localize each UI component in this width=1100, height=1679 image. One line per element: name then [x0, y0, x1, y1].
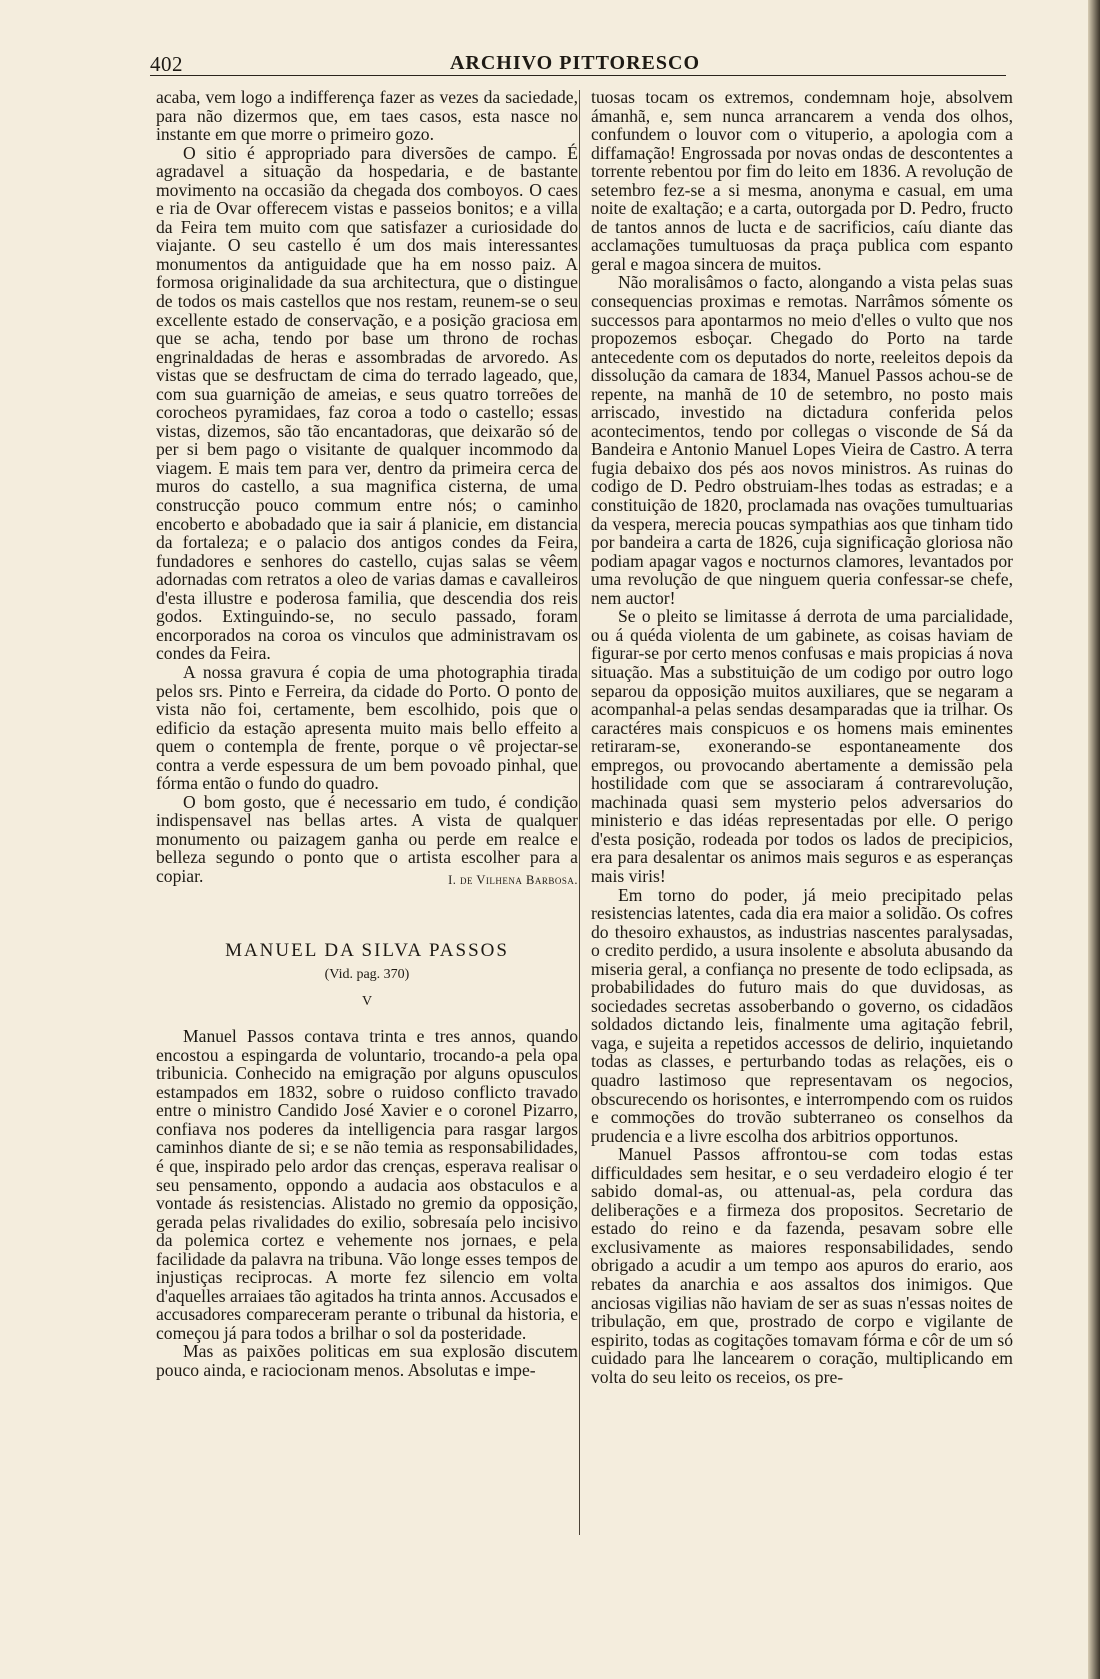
- paragraph: Manuel Passos affrontou-se com todas estas difficuldades sem hesitar, e o seu verdadeiro elogio é ter sabido domal-as, ou attenual-as, pela cordura das deliberações e a firmeza dos propositos. Secretario de estado do reino e da fazenda, pesavam sobre elle exclusivamente as maiores responsabilidades, sendo obrigado a acudir a um tempo aos apuros do erario, aos rebates da anarchia e aos assaltos dos inimigos. Que anciosas vigilias não haviam de ser as suas n'essas noites de tribulação, em que, prostrado de corpo e vigilante de espirito, todas as cogitações tomavam fórma e côr de um só cuidado para lhe lancearem o coração, multiplicando em volta do seu leito os receios, os pre-: [591, 1144, 1013, 1387]
- paragraph: O sitio é appropriado para diversões de campo. É agradavel a situação da hospedaria, e de bastante movimento na occasião da chegada dos comboyos. O caes e ria de Ovar offerecem vistas e passeios bonitos; e a villa da Feira tem muito com que satisfazer a curiosidade do viajante. O seu castello é um dos mais interessantes monumentos da antiguidade que ha em nosso paiz. A formosa originalidade da sua architectura, que o distingue de todos os mais castellos que nos restam, reunem-se o seu excellente estado de conservação, e a posição graciosa em que se acha, tendo por base um throno de rochas engrinaldadas de heras e assombradas de arvoredo. As vistas que se desfructam de cima do terrado lageado, que, com sua guarnição de ameias, e seus quatro torreões de corocheos pyramidaes, faz coroa a todo o castello; essas vistas, dizemos, são tão encantadoras, que deixarão só de per si bem pago o visitante de qualquer incommodo da viagem. E mais tem para ver, dentro da primeira cerca de muros do castello, a sua magnifica cisterna, de uma construcção pouco commum entre nós; o caminho encoberto e abobadado que ia sair á planicie, em distancia da fortaleza; e o palacio dos antigos condes da Feira, fundadores e senhores do castello, cujas salas se vêem adornadas com retratos a oleo de varias damas e cavalleiros d'esta illustre e poderosa familia, que descendia dos reis godos. Extinguindo-se, no seculo passado, foram encorporados na coroa os vinculos que administravam os condes da Feira.: [156, 142, 578, 664]
- paragraph: tuosas tocam os extremos, condemnam hoje, absolvem ámanhã, e, sem nunca arrancarem a venda dos olhos, confundem o louvor com o vituperio, a apologia com a diffamação! Engrossada por novas ondas de descontentes a torrente rebentou por fim do leito em 1836. A revolução de setembro fez-se a si mesma, anonyma e casual, em uma noite de exaltação; e a carta, outorgada por D. Pedro, fructo de tantos annos de lucta e de sacrificios, caíu diante das acclamações tumultuosas da praça publica com espanto geral e magoa sincera de muitos.: [591, 87, 1013, 274]
- article-title: MANUEL DA SILVA PASSOS: [225, 939, 509, 961]
- paragraph-text: O bom gosto, que é necessario em tudo, é condição indispensavel nas bellas artes. A vista de qualquer monumento ou paizagem ganha ou perde em realce e belleza segundo o ponto que o artista escolher para a copiar.: [156, 791, 578, 886]
- paragraph: Não moralisâmos o facto, alongando a vista pelas suas consequencias proximas e remotas. Narrâmos sómente os successos para apontarmos no meio d'elles o vulto que nos propozemos esboçar. Chegado do Porto na tarde antecedente com os deputados do norte, reeleitos depois da dissolução da camara de 1834, Manuel Passos achou-se de repente, na manhã de 10 de setembro, no posto mais arriscado, investido na dictadura conferida pelos acontecimentos, tendo por collegas o visconde de Sá da Bandeira e Antonio Manuel Lopes Vieira de Castro. A terra fugia debaixo dos pés aos novos ministros. As ruinas do codigo de D. Pedro obstruiam-lhes todas as estradas; e a constituição de 1820, proclamada nas ovações tumultuarias da vespera, merecia poucas sympathias aos que tinham tido por bandeira a carta de 1826, cuja significação gloriosa não podiam apagar vagos e nocturnos clamores, levantados por uma revolução de que ninguem queria confessar-se chefe, nem auctor!: [591, 272, 1013, 608]
- page-edge-shadow: [1088, 0, 1100, 1679]
- paragraph: acaba, vem logo a indifferença fazer as vezes da saciedade, para não dizermos que, em taes casos, esta nasce no instante em que morre o primeiro gozo.: [156, 87, 578, 145]
- paragraph: A nossa gravura é copia de uma photographia tirada pelos srs. Pinto e Ferreira, da cidade do Porto. O ponto de vista não foi, certamente, bem escolhido, pois que o edificio da estação apresenta muito mais bello effeito a quem o contempla de frente, porque o vê projectar-se contra a verde espessura de um bem povoado pinhal, que fórma então o fundo do quadro.: [156, 661, 578, 794]
- paragraph: Se o pleito se limitasse á derrota de uma parcialidade, ou á quéda violenta de um gabinete, as coisas haviam de figurar-se por certo menos confusas e mais propicias á nova situação. Mas a substituição de um codigo por outro logo separou da opposição muitos auxiliares, que se negaram a acompanhal-a pelas sendas desamparadas que ia trilhar. Os caractéres mais conspicuos e os homens mais eminentes retiraram-se, exonerando-se espontaneamente dos empregos, ou provocando abertamente a demissão pela hostilidade com que se associaram á contrarevolução, machinada quasi sem mysterio pelos adversarios do ministerio e das idéas representadas por elle. O perigo d'esta posição, rodeada por todos os lados de precipicios, era para desalentar os animos mais seguros e as esperanças mais viris!: [591, 606, 1013, 886]
- paragraph: Mas as paixões politicas em sua explosão discutem pouco ainda, e raciocionam menos. Absolutas e impe-: [156, 1341, 578, 1380]
- column-divider: [579, 90, 580, 1535]
- article-reference: (Vid. pag. 370): [324, 967, 410, 983]
- author-signature: I. de Vilhena Barbosa.: [448, 872, 578, 887]
- page-header: [146, 48, 1004, 78]
- paragraph: Em torno do poder, já meio precipitado pelas resistencias latentes, cada dia era maior a solidão. Os cofres do thesoiro exhaustos, as industrias nascentes paralysadas, o credito perdido, a usura insolente e absoluta abusando da miseria geral, a confiança no presente de todo eclipsada, as probabilidades do futuro mais do que duvidosas, as sociedades secretas assoberbando o governo, os cidadãos soldados dictando leis, finalmente uma agitação febril, vaga, e sujeita a repetidos accessos de delirio, inquietando todas as classes, e perturbando todas as relações, eis o quadro lastimoso que representavam os negocios, obscurecendo os horisontes, e interrompendo com os ruidos e commoções do trovão subterraneo os conselhos da prudencia e a livre escolha dos arbitrios opportunos.: [591, 884, 1013, 1146]
- article-section-number: V: [361, 993, 373, 1009]
- running-title: ARCHIVO PITTORESCO: [449, 52, 701, 74]
- page-number: 402: [150, 52, 183, 76]
- header-rule: [150, 75, 1006, 76]
- paragraph: [156, 793, 578, 886]
- paragraph: Manuel Passos contava trinta e tres annos, quando encostou a espingarda de voluntario, trocando-a pela opa tribunicia. Conhecido na emigração por alguns opusculos estampados em 1832, sobre o ruidoso conflicto travado entre o ministro Candido José Xavier e o coronel Pizarro, confiava nos poderes da intelligencia para rasgar largos caminhos diante de si; e se não temia as responsabilidades, é que, inspirado pelo ardor das crenças, esperava realisar o seu pensamento, oppondo a audacia aos obstaculos e a vontade ás resistencias. Alistado no gremio da opposição, gerada pelas rivalidades do exilio, sobresaía pelo incisivo da polemica cortez e vehemente nos jornaes, e pela facilidade da palavra na tribuna. Vão longe esses tempos de injustiças reciprocas. A morte fez silencio em volta d'aquelles arraiaes tão agitados ha trinta annos. Accusados e accusadores compareceram perante o tribunal da historia, e começou já para todos a brilhar o sol da posteridade.: [156, 1026, 578, 1343]
- right-column: [591, 88, 1013, 1386]
- left-column: [156, 88, 578, 1380]
